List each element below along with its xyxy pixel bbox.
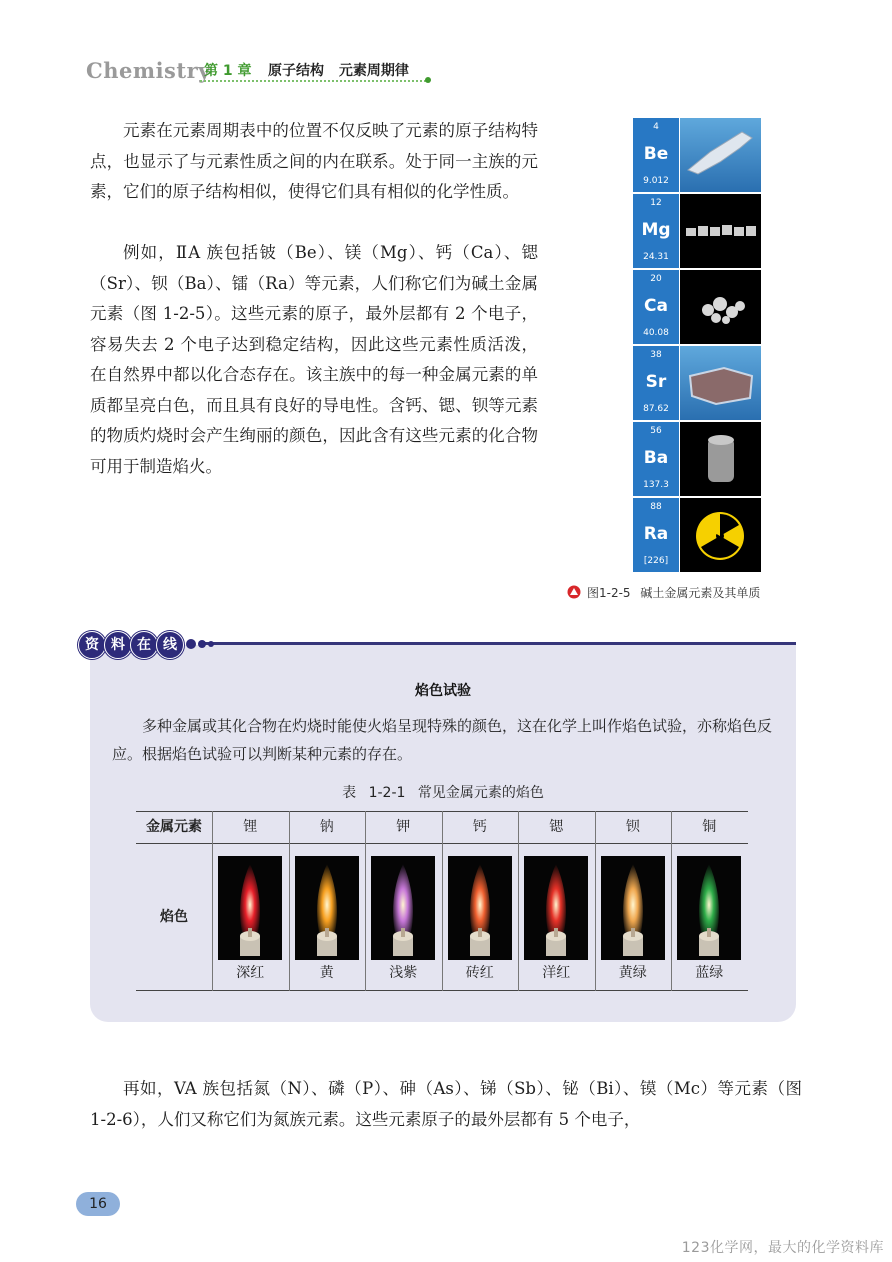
flame-photo — [448, 856, 512, 960]
paragraph-1: 元素在元素周期表中的位置不仅反映了元素的原子结构特点，也显示了与元素性质之间的内在联系。处于同一主族的元素，它们的原子结构相似，使得它们具有相似的化学性质。 — [90, 121, 538, 201]
calcium-sample-image — [680, 270, 761, 344]
element-cell-ca — [633, 270, 761, 344]
flame-photo — [524, 856, 588, 960]
chapter-number: 第 1 章 — [204, 63, 252, 79]
element-symbol: Ca — [644, 296, 668, 316]
element-tile — [633, 346, 679, 420]
flame-color-label: 黄绿 — [618, 965, 647, 981]
atomic-mass: 24.31 — [643, 252, 669, 262]
atomic-number: 20 — [650, 274, 662, 284]
flame-color-table — [136, 811, 748, 991]
page-number: 16 — [76, 1192, 120, 1216]
atomic-mass: 87.62 — [643, 404, 669, 414]
element-cell-be — [633, 118, 761, 192]
site-watermark: 123化学网，最大的化学资料库 — [681, 1240, 884, 1256]
header-dot — [425, 77, 431, 83]
badge-dot — [198, 640, 206, 648]
element-symbol: Sr — [645, 372, 667, 392]
element-cell-sr — [633, 346, 761, 420]
flame-color-label: 洋红 — [542, 965, 571, 981]
metal-name: 钾 — [396, 819, 411, 835]
chapter-title: 原子结构 元素周期律 — [268, 63, 409, 79]
element-cell-ba — [633, 422, 761, 496]
strontium-sample-image — [680, 346, 761, 420]
metal-name: 钡 — [625, 819, 640, 835]
flame-color-label: 浅紫 — [389, 965, 418, 981]
alkaline-earth-figure — [633, 118, 761, 574]
metal-name: 钠 — [319, 819, 334, 835]
info-box-text: 多种金属或其化合物在灼烧时能使火焰呈现特殊的颜色，这在化学上叫作焰色试验，亦称焰色反应。根据焰色试验可以判断某种元素的存在。 — [112, 717, 773, 763]
element-symbol: Be — [643, 144, 669, 164]
badge-char: 资 — [78, 631, 106, 659]
beryllium-sample-image — [680, 118, 761, 192]
atomic-number: 4 — [653, 122, 659, 132]
paragraph-3: 再如，VA 族包括氮（N）、磷（P）、砷（As）、锑（Sb）、铋（Bi）、镆（Mc）等元素（图 1-2-6），人们又称它们为氮族元素。这些元素原子的最外层都有 5 个电子， — [90, 1079, 802, 1129]
metal-name: 钙 — [472, 819, 487, 835]
badge-char: 线 — [156, 631, 184, 659]
info-box-badge — [76, 631, 186, 659]
header-dotted-rule — [200, 80, 426, 82]
barium-sample-image — [680, 422, 761, 496]
figure-marker-icon — [567, 585, 581, 599]
flame-photo — [601, 856, 665, 960]
metal-name: 锂 — [243, 819, 258, 835]
table-row-label: 焰色 — [160, 909, 188, 925]
element-tile — [633, 194, 679, 268]
magnesium-sample-image — [680, 194, 761, 268]
radioactive-icon — [680, 498, 761, 572]
element-symbol: Mg — [641, 220, 671, 240]
atomic-mass: 9.012 — [643, 176, 669, 186]
element-tile — [633, 498, 679, 572]
atomic-mass: 40.08 — [643, 328, 669, 338]
atomic-number: 56 — [650, 426, 662, 436]
atomic-number: 88 — [650, 502, 662, 512]
flame-color-label: 深红 — [236, 965, 265, 981]
atomic-number: 38 — [650, 350, 662, 360]
element-symbol: Ra — [643, 524, 669, 544]
flame-photo — [677, 856, 741, 960]
badge-dot — [186, 639, 196, 649]
table-caption: 表 1-2-1 常见金属元素的焰色 — [342, 785, 544, 801]
element-tile — [633, 118, 679, 192]
book-brand: Chemistry — [86, 58, 211, 83]
paragraph-2: 例如，ⅡA 族包括铍（Be）、镁（Mg）、钙（Ca）、锶（Sr）、钡（Ba）、镭（Ra）等元素，人们称它们为碱土金属元素（图 1-2-5）。这些元素的原子，最外层都有 2 个电子，容易失去 2 个电子达到稳定结构，因此这些元素性质活泼，在自然界中都以化合态存在。该主族中的每一种金属元素的单质都呈亮白色，而且具有良好的导电性。含钙、锶、钡等元素的物质灼烧时会产生绚丽的颜色，因此含有这些元素的化合物可用于制造焰火。 — [90, 243, 538, 476]
flame-photo — [218, 856, 282, 960]
info-box-rule — [204, 642, 796, 645]
metal-name: 铜 — [702, 819, 717, 835]
atomic-mass: 137.3 — [643, 480, 669, 490]
figure-caption: 图1-2-5 碱土金属元素及其单质 — [587, 586, 761, 600]
metal-name: 锶 — [549, 819, 564, 835]
badge-char: 料 — [104, 631, 132, 659]
badge-char: 在 — [130, 631, 158, 659]
flame-photo — [371, 856, 435, 960]
flame-photo — [295, 856, 359, 960]
element-cell-mg — [633, 194, 761, 268]
table-header-label: 金属元素 — [146, 819, 202, 835]
element-cell-ra — [633, 498, 761, 572]
badge-dot — [208, 641, 214, 647]
element-tile — [633, 422, 679, 496]
element-symbol: Ba — [643, 448, 669, 468]
flame-color-label: 黄 — [319, 965, 334, 981]
flame-color-label: 砖红 — [465, 965, 494, 981]
flame-color-label: 蓝绿 — [695, 965, 724, 981]
atomic-number: 12 — [650, 198, 662, 208]
atomic-mass: [226] — [643, 556, 669, 566]
element-tile — [633, 270, 679, 344]
info-box-title: 焰色试验 — [415, 683, 471, 699]
